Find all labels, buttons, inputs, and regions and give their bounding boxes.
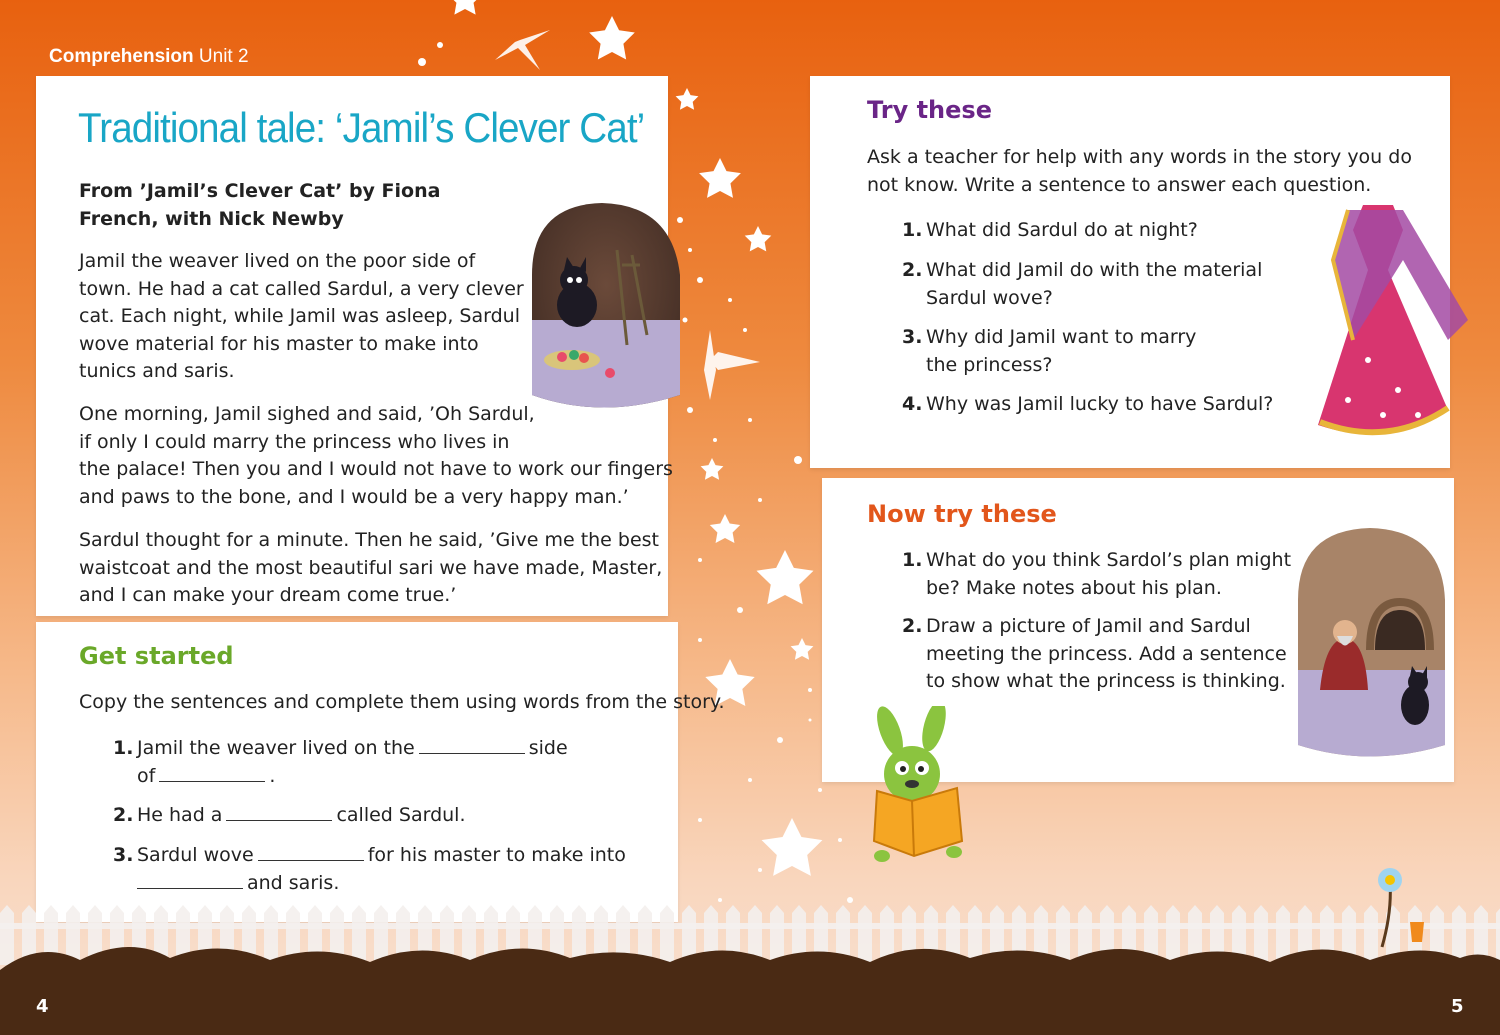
page-number-left: 4 [36, 996, 49, 1017]
get-started-heading: Get started [79, 642, 234, 670]
get-started-item-2: 2. He had a called Sardul. [113, 804, 466, 826]
get-started-item-1: 1. Jamil the weaver lived on the side of . [113, 737, 568, 787]
answer-blank[interactable] [258, 844, 364, 861]
story-paragraph-2: One morning, Jamil sighed and said, ’Oh Sardul, if only I could marry the princess who lives in the palace! Then you and I would not have to work our fingers and paws to the bone, and I would be a very happy man.’ [79, 403, 673, 508]
answer-blank[interactable] [226, 804, 332, 821]
answer-blank[interactable] [159, 765, 265, 782]
answer-blank[interactable] [419, 737, 525, 754]
flower-decoration [1372, 862, 1432, 952]
story-source: From ’Jamil’s Clever Cat’ by Fiona French, with Nick Newby [79, 180, 441, 230]
try-these-heading: Try these [867, 96, 992, 124]
try-these-item-4: 4. Why was Jamil lucky to have Sardul? [902, 393, 1274, 415]
now-try-heading: Now try these [867, 500, 1057, 528]
cat-weaving-illustration [522, 195, 682, 417]
try-these-item-3: 3. Why did Jamil want to marry the princess? [902, 326, 1197, 376]
story-paragraph-3: Sardul thought for a minute. Then he said, ’Give me the best waistcoat and the most beautiful sari we have made, Master, and I can make your dream come true.’ [79, 529, 663, 606]
unit-header: Comprehension Unit 2 [49, 46, 249, 67]
try-these-intro: Ask a teacher for help with any words in the story you do not know. Write a sentence to answer each question. [867, 146, 1412, 196]
get-started-item-3: 3. Sardul wove for his master to make into and saris. [113, 844, 626, 894]
story-paragraph-1: Jamil the weaver lived on the poor side of town. He had a cat called Sardul, a very clever cat. Each night, while Jamil was asleep, Sardul wove material for his master to make into tunics and saris. [79, 250, 524, 382]
reading-rabbit-mascot [862, 706, 972, 866]
page-number-right: 5 [1451, 996, 1464, 1017]
try-these-item-1: 1. What did Sardul do at night? [902, 219, 1198, 241]
page-title: Traditional tale: ‘Jamil’s Clever Cat’ [78, 104, 645, 151]
jamil-and-cat-illustration [1290, 520, 1450, 765]
try-these-item-2: 2. What did Jamil do with the material Sardul wove? [902, 259, 1263, 309]
now-try-item-1: 1. What do you think Sardol’s plan might be? Make notes about his plan. [902, 549, 1292, 599]
now-try-item-2: 2. Draw a picture of Jamil and Sardul meeting the princess. Add a sentence to show what the princess is thinking. [902, 615, 1287, 692]
sari-illustration [1308, 200, 1478, 450]
soil-decoration [0, 930, 1500, 1035]
answer-blank[interactable] [137, 872, 243, 889]
get-started-intro: Copy the sentences and complete them using words from the story. [79, 691, 725, 713]
